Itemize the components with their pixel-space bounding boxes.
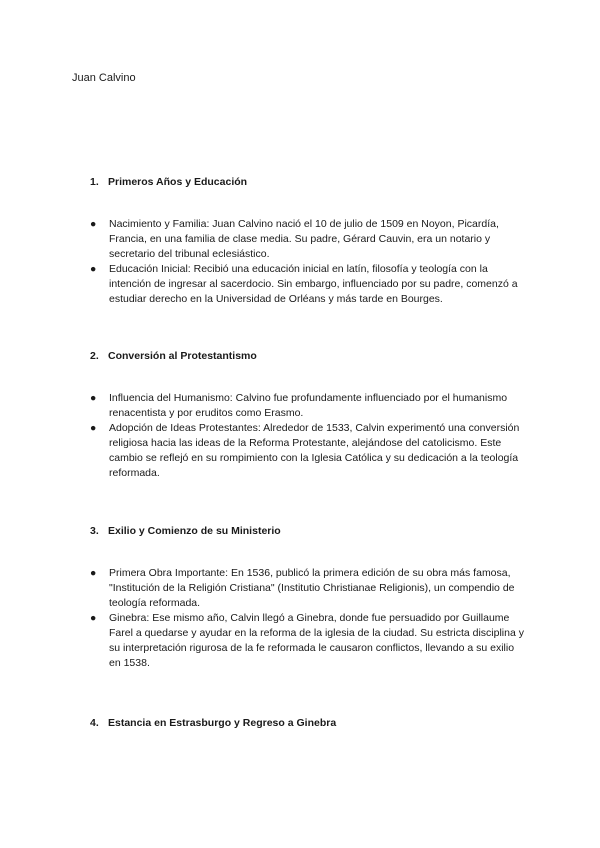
section-number: 1. (90, 176, 99, 188)
section-heading (72, 716, 528, 731)
list-item (72, 217, 528, 262)
bullet-icon: ● (90, 392, 97, 404)
bullet-icon: ● (90, 612, 97, 624)
section-heading (72, 524, 528, 539)
bullet-list (72, 217, 528, 307)
list-item-text: Nacimiento y Familia: Juan Calvino nació el 10 de julio de 1509 en Noyon, Picardía, Francia, en una familia de clase media. Su padre, Gérard Cauvin, era un notario y secretario del tribunal eclesiástico. (109, 218, 499, 260)
section-title: Conversión al Protestantismo (108, 350, 257, 362)
bullet-icon: ● (90, 567, 97, 579)
list-item-text: Educación Inicial: Recibió una educación inicial en latín, filosofía y teología con la intención de ingresar al sacerdocio. Sin embargo, influenciado por su padre, comenzó a estudiar derecho en la Universidad de Orléans y más tarde en Bourges. (109, 263, 518, 305)
section-3 (72, 524, 528, 671)
section-title: Primeros Años y Educación (108, 176, 248, 188)
list-item-text: Influencia del Humanismo: Calvino fue profundamente influenciado por el humanismo renacentista y por eruditos como Erasmo. (109, 392, 508, 419)
section-title: Estancia en Estrasburgo y Regreso a Ginebra (108, 717, 337, 729)
section-2 (72, 349, 528, 481)
list-item (72, 391, 528, 421)
section-number: 2. (90, 350, 99, 362)
list-item-text: Ginebra: Ese mismo año, Calvin llegó a Ginebra, donde fue persuadido por Guillaume Farel a quedarse y ayudar en la reforma de la iglesia de la ciudad. Su estricta disciplina y su interpretación rigurosa de la fe reformada le causaron conflictos, llevando a su exilio en 1538. (109, 612, 524, 669)
list-item (72, 421, 528, 481)
bullet-icon: ● (90, 218, 97, 230)
list-item (72, 262, 528, 307)
section-title: Exilio y Comienzo de su Ministerio (108, 525, 281, 537)
bullet-icon: ● (90, 263, 97, 275)
bullet-icon: ● (90, 422, 97, 434)
list-item (72, 566, 528, 611)
section-number: 4. (90, 717, 99, 729)
section-heading (72, 175, 528, 190)
section-1 (72, 175, 528, 307)
section-heading (72, 349, 528, 364)
section-number: 3. (90, 525, 99, 537)
bullet-list (72, 566, 528, 671)
list-item-text: Primera Obra Importante: En 1536, publicó la primera edición de su obra más famosa, "Institución de la Religión Cristiana" (Institutio Christianae Religionis), un compendio de teología reformada. (109, 567, 515, 609)
bullet-list (72, 391, 528, 481)
document-title: Juan Calvino (72, 72, 136, 84)
section-4 (72, 716, 528, 731)
list-item (72, 611, 528, 671)
list-item-text: Adopción de Ideas Protestantes: Alrededor de 1533, Calvin experimentó una conversión religiosa hacia las ideas de la Reforma Protestante, alejándose del catolicismo. Este cambio se reflejó en su rompimiento con la Iglesia Católica y su dedicación a la teología reformada. (109, 422, 520, 479)
